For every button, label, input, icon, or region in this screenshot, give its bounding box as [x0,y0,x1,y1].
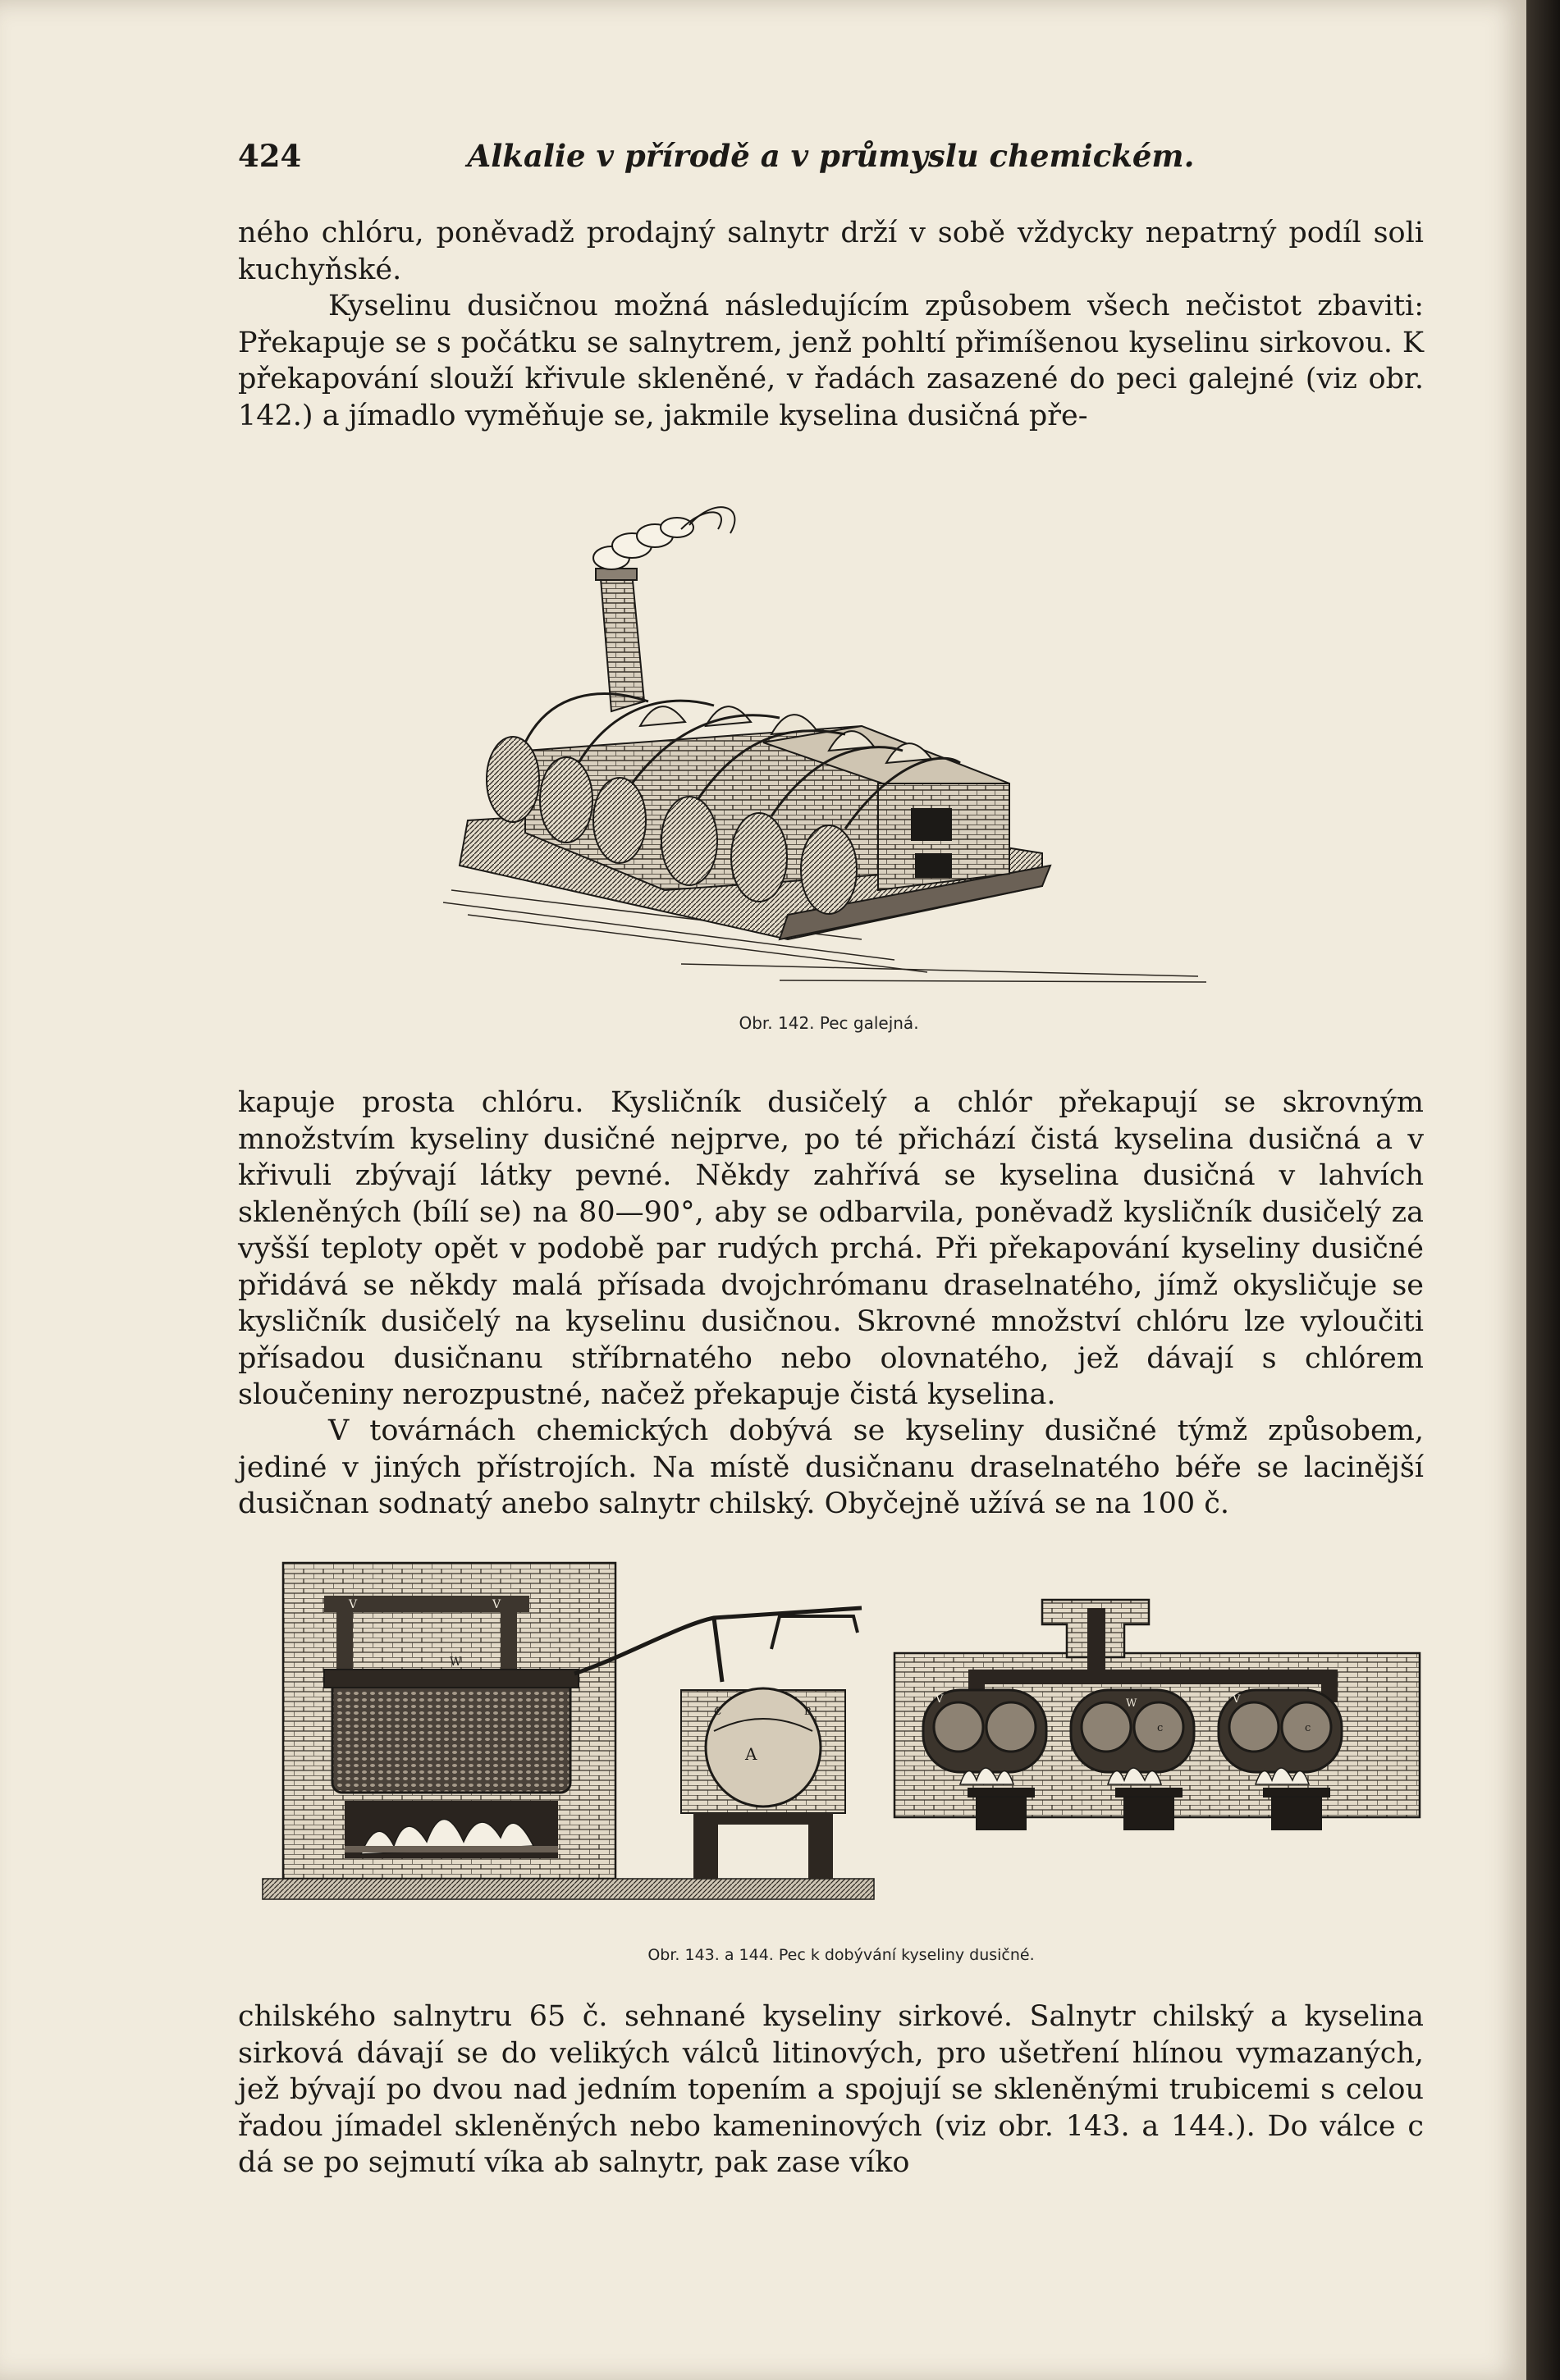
running-title: Alkalie v přírodě a v průmyslu chemickém. [467,138,1195,174]
figure-143-144-caption: Obr. 143. a 144. Pec k dobývání kyseliny dusičné. [647,1946,1035,1964]
page-number: 424 [238,138,302,174]
paragraph-3: kapuje prosta chlóru. Kysličník dusičelý a chlór překapují se skrovným množstvím kyseliny dusičné nejprve, po té přichází čistá kyselina dusičná a v křivuli zbývají látky pevné. Někdy zahřívá se kyselina dusičná v lahvích skleněných (bílí se) na 80—90°, aby se odbarvila, poněvadž kysličník dusičelý za vyšší teploty opět v podobě par rudých prchá. Při překapování kyseliny dusičné přidává se někdy malá přísada dvojchrómanu draselnatého, jímž okysličuje se kysličník dusičelý na kyselinu dusičnou. Skrovné množství chlóru lze vyloučiti přísadou dusičnanu stříbrnatého nebo olovnatého, jež dávají s chlórem sloučeniny nerozpustné, načež překapuje čistá kyselina. [238,1086,1424,1411]
label-w-top: W [450,1656,462,1669]
label-w2: W [1126,1697,1137,1710]
label-v-left: V [349,1598,358,1611]
label-b-top: B [804,1706,812,1717]
label-c-vessel: C [714,1706,722,1717]
paragraph-5: chilského salnytru 65 č. sehnané kyseliny sirkové. Salnytr chilský a kyselina sirková dávají se do velikých válců litinových, pro ušetření hlínou vymazaných, jež bývají po dvou nad jedním topením a spojují se skleněnými trubicemi s celou řadou jímadel skleněných nebo kameninových (viz obr. 143. a 144.). Do válce c dá se po sejmutí víka ab salnytr, pak zase víko [238,2000,1424,2179]
label-v3: V [1233,1693,1241,1706]
galley-furnace-illustration [435,480,1223,989]
label-v-right: V [492,1598,501,1611]
nitric-acid-furnace-illustration [254,1559,1428,1928]
paragraph-4: V továrnách chemických dobývá se kyseliny dusičné týmž způsobem, jediné v jiných přístrojích. Na místě dusičnanu draselnatého béře se lacinější dusičnan sodnatý anebo salnytr chilský. Obyčejně užívá se na 100 č. [238,1414,1424,1520]
figure-143-144-nitric-acid-furnace [254,1559,1428,1928]
label-a-vessel: A [745,1744,757,1764]
paragraph-2: Kyselinu dusičnou možná následujícím způsobem všech nečistot zbaviti: Překapuje se s počátku se salnytrem, jenž pohltí přimíšenou kyselinu sirkovou. K překapování slouží křivule skleněné, v řadách zasazené do peci galejné (viz obr. 142.) a jímadlo vyměňuje se, jakmile kyselina dusičná pře- [238,290,1424,432]
paragraph-1: ného chlóru, poněvadž prodajný salnytr drží v sobě vždycky nepatrný podíl soli kuchyňské. [238,217,1424,286]
label-c2: c [1157,1722,1164,1734]
book-spine-edge [1526,0,1560,2380]
label-c3: c [1305,1722,1311,1734]
figure-142-galley-furnace [435,480,1223,989]
label-v1: V [936,1693,944,1706]
page-header [238,138,1424,179]
figure-142-caption: Obr. 142. Pec galejná. [739,1013,919,1033]
